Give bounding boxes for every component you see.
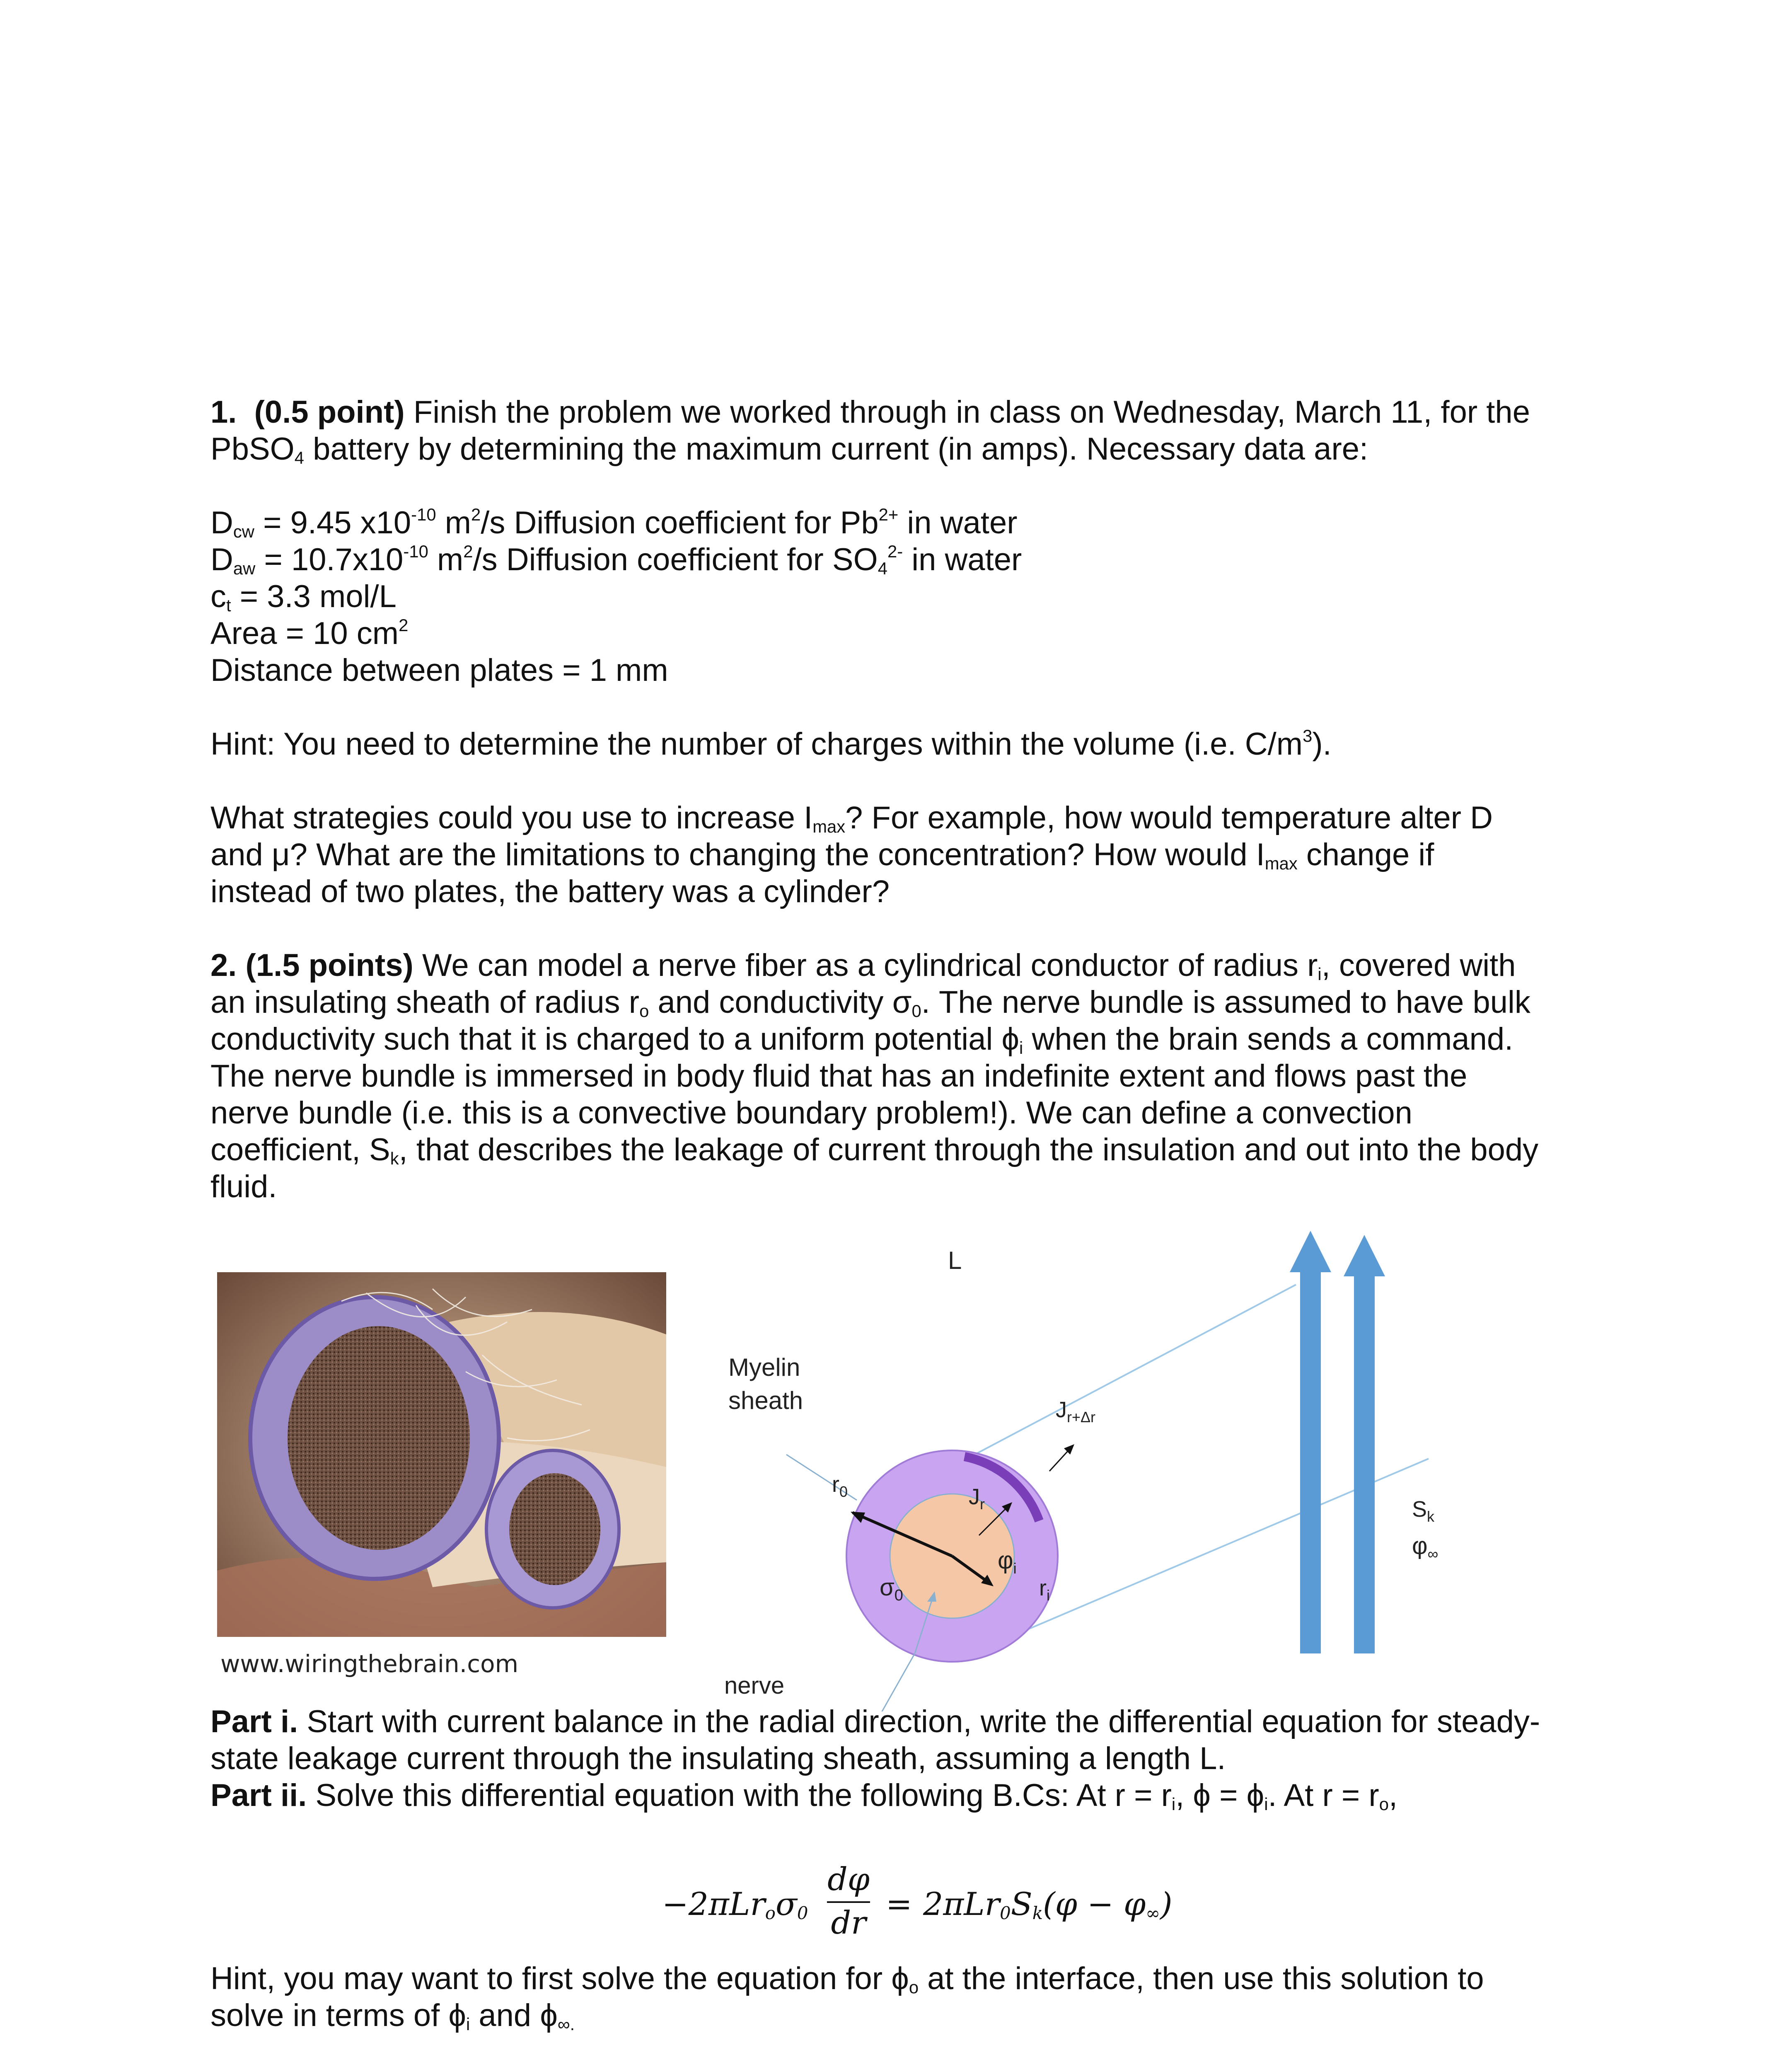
daw-sub: aw — [233, 559, 256, 579]
ct-sub: t — [226, 595, 231, 615]
label-j-rdr: $J_{r+\Delta r}$ — [1056, 1397, 1096, 1426]
dcw-val: = 9.45 x10 — [254, 505, 411, 540]
label-jr: $J_r$ — [969, 1484, 985, 1513]
daw-sym: D — [210, 542, 233, 577]
part-i-a: Start with current balance in the radial direction, write the differential equation for steady- — [298, 1704, 1540, 1739]
q2-line-4: The nerve bundle is immersed in body fluid that has an indefinite extent and flows past the — [210, 1058, 1467, 1094]
nerve-diagram — [683, 1231, 1503, 1711]
dcw-tail: in water — [898, 505, 1018, 540]
q1-number: 1. — [210, 395, 237, 430]
part-ii-b: , ϕ = ϕ — [1175, 1778, 1264, 1813]
strat-1-sub: max — [812, 817, 846, 837]
daw-desc: /s Diffusion coefficient for SO — [473, 542, 878, 577]
daw-unit: m — [428, 542, 464, 577]
q1-intro-line-2 — [210, 431, 1590, 467]
q1-area-line — [210, 615, 1590, 652]
daw-unit-exp: 2 — [463, 541, 473, 561]
dcw-unit-exp: 2 — [471, 504, 481, 524]
nerve-pointer — [861, 1653, 915, 1711]
q2-l3a: conductivity such that it is charged to a uniform potential ϕ — [210, 1021, 1020, 1057]
q2-l2-sub2: 0 — [911, 1001, 921, 1021]
strat-2-sub: max — [1264, 854, 1298, 874]
part-ii-label: Part ii. — [210, 1778, 307, 1813]
label-sk: $S_k$ — [1412, 1497, 1435, 1525]
label-sigma0: $\sigma_0$ — [880, 1574, 903, 1604]
part-ii-sub2: i — [1264, 1794, 1268, 1814]
daw-val: = 10.7x10 — [255, 542, 404, 577]
final-hint-line-1: Hint, you may want to first solve the equation for $\phi_o$ at the interface, then use this solution to — [210, 1961, 1484, 1997]
label-nerve: nerve — [724, 1672, 785, 1699]
strat-2: and μ? What are the limitations to changing the concentration? How would I — [210, 837, 1265, 872]
strat-1a: What strategies could you use to increase I — [210, 800, 813, 835]
daw-ion-exp: 2- — [887, 541, 903, 561]
daw-tail: in water — [903, 542, 1022, 577]
q1-distance-line: Distance between plates = 1 mm — [210, 653, 668, 688]
eqn-equals: = — [886, 1886, 912, 1922]
q1-points: (0.5 point) — [254, 395, 405, 430]
q1-intro-a: Finish the problem we worked through in class on Wednesday, March 11, for the — [404, 395, 1530, 430]
q2-points: (1.5 points) — [245, 948, 413, 983]
q2-line-3 — [210, 1021, 1590, 1058]
q1-strategy-line-2 — [210, 836, 1590, 873]
part-i-line-1 — [210, 1703, 1590, 1740]
final-hint-line-2: solve in terms of $\phi_i$ and $\phi_{\infty.}$ — [210, 1998, 575, 2034]
label-ri: $r_i$ — [1039, 1576, 1050, 1604]
q2-l2b: and conductivity σ — [649, 985, 912, 1020]
q2-l3b: when the brain sends a command. — [1023, 1021, 1513, 1057]
dcw-unit: m — [436, 505, 471, 540]
q2-l1b: , covered with — [1321, 948, 1516, 983]
photo-credit: www.wiringthebrain.com — [220, 1650, 519, 1678]
part-ii-c: . At r = r — [1268, 1778, 1379, 1813]
eqn-numerator: dφ — [827, 1861, 870, 1898]
q2-l3-sub: i — [1019, 1038, 1023, 1058]
area-exp: 2 — [399, 615, 409, 635]
dcw-sym: D — [210, 505, 233, 540]
final-hint — [210, 1960, 1590, 2034]
q1-hint-line — [210, 726, 1590, 762]
hint-exp: 3 — [1303, 726, 1313, 746]
q1-ct-line — [210, 578, 1590, 615]
dcw-sub: cw — [233, 522, 254, 542]
cylinder-top-line — [936, 1285, 1296, 1475]
q2-l2a: an insulating sheath of radius r — [210, 985, 640, 1020]
nerve-schematic — [683, 1231, 1503, 1711]
q1-intro-b2: battery by determining the maximum current (in amps). Necessary data are: — [304, 431, 1368, 467]
part-ii-sub3: o — [1379, 1794, 1389, 1814]
dcw-desc: /s Diffusion coefficient for Pb — [481, 505, 879, 540]
boundary-condition-equation — [662, 1857, 1408, 1948]
label-myelin-2: sheath — [728, 1387, 803, 1414]
flow-arrow-left — [1290, 1231, 1331, 1653]
part-i-line-2: state leakage current through the insulating sheath, assuming a length L. — [210, 1741, 1226, 1776]
label-phi-inf: $\varphi_\infty$ — [1412, 1532, 1438, 1562]
q2-l2c: . The nerve bundle is assumed to have bulk — [921, 985, 1530, 1020]
eqn-lhs: $-2\pi Lr_o\sigma_0$ — [662, 1886, 808, 1924]
nerve-photo-illustration — [217, 1272, 666, 1637]
parts-block — [210, 1703, 1590, 1814]
eqn-denominator: dr — [831, 1904, 866, 1941]
strat-1b: ? For example, how would temperature alter D — [845, 800, 1493, 835]
dcw-exp: -10 — [411, 504, 436, 524]
daw-exp: -10 — [403, 541, 428, 561]
q2-line-2 — [210, 984, 1590, 1021]
part-ii-line — [210, 1777, 1590, 1814]
q2-line-6 — [210, 1131, 1590, 1168]
eqn-fraction-bar — [827, 1901, 870, 1903]
label-r0: $r_0$ — [832, 1472, 848, 1500]
hint-a: Hint: You need to determine the number of charges within the volume (i.e. C/m — [210, 726, 1303, 762]
nerve-photo — [217, 1272, 666, 1637]
q1-dcw-line — [210, 504, 1590, 541]
q2-l6-sub: k — [390, 1149, 399, 1169]
flow-arrow-right — [1344, 1235, 1385, 1653]
eqn-rhs: $2\pi Lr_0S_k(\varphi - \varphi_\infty)$ — [923, 1886, 1173, 1924]
q1-strategy-line-1 — [210, 799, 1590, 836]
hint-b: ). — [1312, 726, 1332, 762]
part-i-label: Part i. — [210, 1704, 298, 1739]
label-L: L — [948, 1247, 962, 1274]
area-text: Area = 10 cm — [210, 616, 399, 651]
q1-intro-sub: 4 — [294, 448, 305, 468]
q1-intro-line-1 — [210, 394, 1590, 431]
q2-l1-sub: i — [1318, 964, 1322, 984]
q2-line-1 — [210, 947, 1590, 984]
q2-l1a: We can model a nerve fiber as a cylindrical conductor of radius r — [413, 948, 1318, 983]
dcw-ion-exp: 2+ — [878, 504, 899, 524]
part-ii-a: Solve this differential equation with the following B.Cs: At r = r — [307, 1778, 1172, 1813]
q2-number: 2. — [210, 948, 237, 983]
ct-val: = 3.3 mol/L — [231, 579, 396, 614]
label-phi-i: $\varphi_i$ — [998, 1547, 1017, 1577]
label-myelin-1: Myelin — [728, 1353, 800, 1381]
q2-l2-sub: o — [639, 1001, 649, 1021]
q1-daw-line — [210, 541, 1590, 578]
strat-2b: change if — [1297, 837, 1434, 872]
q2-line-5: nerve bundle (i.e. this is a convective boundary problem!). We can define a convection — [210, 1095, 1412, 1130]
part-ii-d: , — [1388, 1778, 1398, 1813]
q2-l6b: , that describes the leakage of current through the insulation and out into the body — [399, 1132, 1539, 1167]
q2-line-7: fluid. — [210, 1169, 277, 1204]
daw-ion-sub: 4 — [878, 559, 887, 579]
ct-sym: c — [210, 579, 226, 614]
q2-l6a: coefficient, S — [210, 1132, 390, 1167]
q1-intro-b1: PbSO — [210, 431, 295, 467]
part-ii-sub1: i — [1171, 1794, 1176, 1814]
q1-strategy-line-3: instead of two plates, the battery was a cylinder? — [210, 874, 890, 909]
